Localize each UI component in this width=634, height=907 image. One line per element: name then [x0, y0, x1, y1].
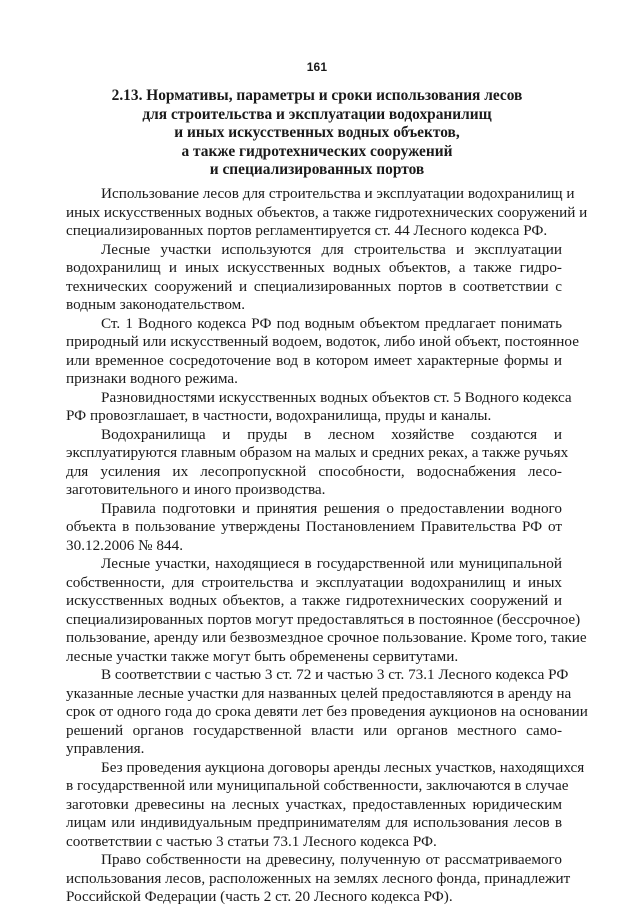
body-text — [66, 185, 588, 907]
paragraph-line: пользование, аренду или безвозмездное срочное пользование. Кроме того, такие — [66, 629, 587, 646]
paragraph-line: Правила подготовки и принятия решения о предоставлении водного — [101, 499, 562, 517]
paragraph-line: решений органов государственной власти или органов местного само- — [66, 721, 562, 739]
heading-line: для строительства и эксплуатации водохранилищ — [142, 105, 492, 123]
paragraph-line: заготовки древесины на лесных участках, предоставленных юридическим — [66, 795, 562, 813]
paragraph — [66, 851, 571, 907]
paragraph-line: иных искусственных водных объектов, а также гидротехнических сооружений и — [66, 203, 588, 221]
paragraph-line: В соответствии с частью 3 ст. 72 и частью 3 ст. 73.1 Лесного кодекса РФ — [101, 666, 569, 683]
paragraph-line: Ст. 1 Водного кодекса РФ под водным объектом предлагает понимать — [101, 314, 562, 332]
paragraph-line: водным законодательством. — [66, 296, 246, 313]
paragraph-line: 30.12.2006 № 844. — [66, 536, 184, 554]
paragraph-line: в государственной или муниципальной собственности, заключаются в случае — [66, 777, 569, 794]
paragraph-line: соответствии с частью 3 статьи 73.1 Лесного кодекса РФ. — [66, 832, 437, 850]
paragraph-line: специализированных портов могут предоставляться в постоянное (бессрочное) — [66, 610, 581, 628]
paragraph-line: лицам или индивидуальным предпринимателям для использования лесов в — [66, 814, 562, 831]
paragraph — [66, 185, 588, 241]
paragraph-line: указанные лесные участки для названных целей предоставляются в аренду на — [66, 684, 572, 702]
paragraph-line: срок от одного года до срока девяти лет без проведения аукционов на основании — [66, 703, 588, 720]
paragraph-line: Российской Федерации (часть 2 ст. 20 Лесного кодекса РФ). — [66, 888, 453, 905]
paragraph — [66, 758, 585, 852]
paragraph-line: собственности, для строительства и эксплуатации водохранилищ и иных — [66, 573, 562, 591]
paragraph-line: водохранилищ и иных искусственных водных объектов, а также гидро- — [66, 259, 562, 276]
paragraph-line: для усиления их лесопропускной способности, водоснабжения лесо- — [66, 462, 562, 480]
paragraph — [66, 388, 572, 426]
paragraph-line: или временное сосредоточение вод в котором имеет характерные формы и — [66, 351, 562, 369]
paragraph-line: управления. — [66, 740, 145, 757]
heading-line: а также гидротехнических сооружений — [181, 142, 453, 160]
paragraph-line: технических сооружений и специализированных портов в соответствии с — [66, 277, 562, 295]
paragraph-line: использования лесов, расположенных на землях лесного фонда, принадлежит — [66, 869, 571, 887]
paragraph-line: объекта в пользование утверждены Постановлением Правительства РФ от — [66, 518, 562, 535]
paragraph — [66, 555, 587, 666]
paragraph-line: Право собственности на древесину, полученную от рассматриваемого — [101, 851, 562, 868]
paragraph-line: эксплуатируются главным образом на малых и средних реках, а также ручьях — [66, 444, 569, 461]
paragraph-line: искусственных водных объектов, а также гидротехнических сооружений и — [66, 592, 562, 609]
paragraph-line: природный или искусственный водоем, водоток, либо иной объект, постоянное — [66, 333, 579, 350]
paragraph-line: лесные участки также могут быть обременены сервитутами. — [66, 647, 459, 665]
paragraph — [66, 314, 579, 389]
heading-line: и иных искусственных водных объектов, — [174, 124, 460, 142]
paragraph-line: признаки водного режима. — [66, 370, 238, 387]
paragraph — [66, 241, 562, 315]
paragraph-line: специализированных портов регламентируется ст. 44 Лесного кодекса РФ. — [66, 222, 548, 239]
paragraph — [66, 500, 562, 556]
heading-line: 2.13. Нормативы, параметры и сроки использования лесов — [111, 87, 523, 104]
page-number: 161 — [306, 60, 328, 74]
paragraph-line: Водохранилища и пруды в лесном хозяйстве создаются и — [101, 425, 562, 443]
paragraph-line: Лесные участки используются для строительства и эксплуатации — [101, 240, 562, 258]
paragraph-line: заготовительного и иного производства. — [66, 481, 326, 498]
paragraph-line: РФ провозглашает, в частности, водохранилища, пруды и каналы. — [66, 407, 492, 424]
paragraph-line: Лесные участки, находящиеся в государственной или муниципальной — [101, 555, 562, 572]
paragraph — [66, 425, 569, 500]
paragraph-line: Без проведения аукциона договоры аренды лесных участков, находящихся — [101, 758, 585, 776]
section-heading — [80, 87, 554, 180]
paragraph-line: Разновидностями искусственных водных объектов ст. 5 Водного кодекса — [101, 388, 572, 406]
heading-line: и специализированных портов — [209, 161, 425, 179]
paragraph-line: Использование лесов для строительства и эксплуатации водохранилищ и — [101, 185, 575, 202]
paragraph — [66, 666, 588, 759]
